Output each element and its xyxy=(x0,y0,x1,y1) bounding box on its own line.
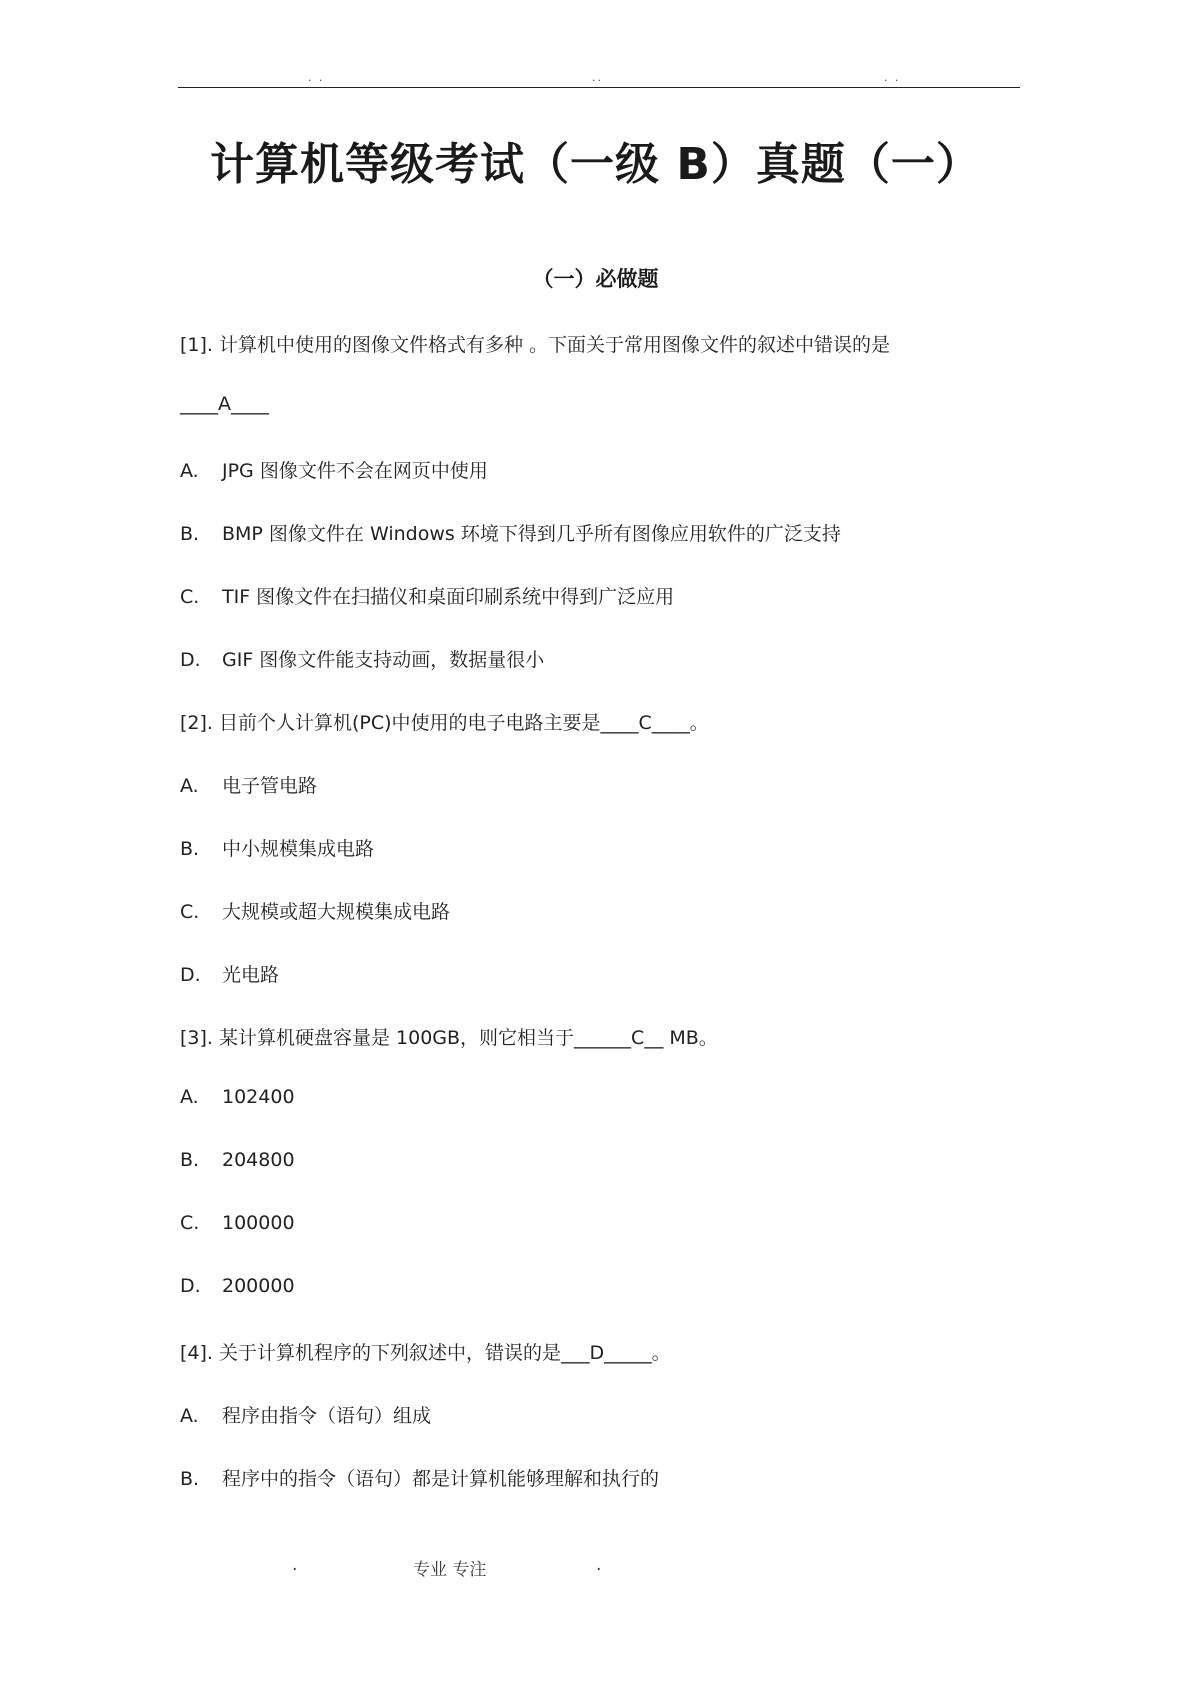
question-2-option-a: A. 电子管电路 xyxy=(180,775,318,797)
question-3-option-b: B. 204800 xyxy=(180,1149,295,1171)
question-2-option-c: C. 大规模或超大规模集成电路 xyxy=(180,901,451,923)
question-1-answer: ____A____ xyxy=(180,393,269,415)
footer-text: 专业 专注 xyxy=(413,1560,487,1580)
question-2-stem: [2]. 目前个人计算机(PC)中使用的电子电路主要是____C____。 xyxy=(180,712,709,734)
header-rule xyxy=(178,87,1020,88)
question-1-option-c: C. TIF 图像文件在扫描仪和桌面印刷系统中得到广泛应用 xyxy=(180,586,675,608)
question-1-option-a: A. JPG 图像文件不会在网页中使用 xyxy=(180,460,488,482)
question-3-option-a: A. 102400 xyxy=(180,1086,295,1108)
question-4-option-b: B. 程序中的指令（语句）都是计算机能够理解和执行的 xyxy=(180,1468,660,1490)
section-title: （一）必做题 xyxy=(532,267,659,291)
question-3-option-c: C. 100000 xyxy=(180,1212,295,1234)
question-2-option-b: B. 中小规模集成电路 xyxy=(180,838,375,860)
question-1-option-b: B. BMP 图像文件在 Windows 环境下得到几乎所有图像应用软件的广泛支持 xyxy=(180,523,841,545)
header-dots-center: ·· xyxy=(592,74,603,87)
question-1-stem: [1]. 计算机中使用的图像文件格式有多种 。下面关于常用图像文件的叙述中错误的是 xyxy=(180,334,891,356)
question-3-stem: [3]. 某计算机硬盘容量是 100GB，则它相当于______C__ MB。 xyxy=(180,1027,718,1049)
question-4-stem: [4]. 关于计算机程序的下列叙述中，错误的是___D_____。 xyxy=(180,1342,671,1364)
question-3-option-d: D. 200000 xyxy=(180,1275,295,1297)
footer-dot-right: . xyxy=(596,1555,602,1575)
question-1-option-d: D. GIF 图像文件能支持动画，数据量很小 xyxy=(180,649,545,671)
question-4-option-a: A. 程序由指令（语句）组成 xyxy=(180,1405,432,1427)
document-title: 计算机等级考试（一级 B）真题（一） xyxy=(210,139,981,190)
question-2-option-d: D. 光电路 xyxy=(180,964,280,986)
header-dots-right: · · xyxy=(884,74,901,87)
footer-dot-left: . xyxy=(292,1555,298,1575)
header-dots-left: · · xyxy=(308,74,325,87)
